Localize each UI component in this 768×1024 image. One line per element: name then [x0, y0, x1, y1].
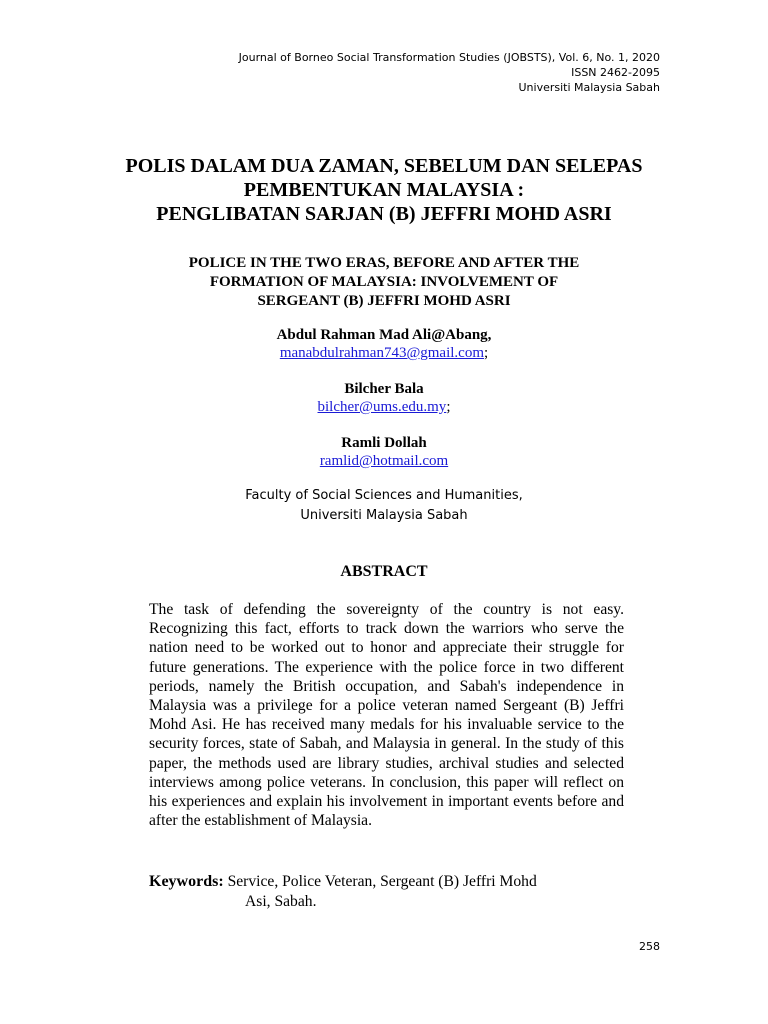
journal-citation: Journal of Borneo Social Transformation Studies (JOBSTS), Vol. 6, No. 1, 2020 [238, 51, 660, 64]
abstract-body: The task of defending the sovereignty of the country is not easy. Recognizing this fact, efforts to track down the warriors who serve the nation need to be worked out to honor and appreciate their struggle for future generations. The experience with the police force in two different periods, namely the British occupation, and Sabah's independence in Malaysia was a privilege for a police veteran named Sergeant (B) Jeffri Mohd Asi. He has received many medals for his invaluable service to the security forces, state of Sabah, and Malaysia in general. In the study of this paper, the methods used are library studies, archival studies and selected interviews among police veterans. In conclusion, this paper will reflect on his experiences and explain his involvement in important events before and after the establishment of Malaysia. [149, 601, 624, 830]
journal-issn: ISSN 2462-2095 [571, 66, 660, 79]
title-line-2: PEMBENTUKAN MALAYSIA : [243, 179, 525, 201]
author-name: Abdul Rahman Mad Ali@Abang, [276, 327, 492, 343]
english-title-line-1: POLICE IN THE TWO ERAS, BEFORE AND AFTER THE [188, 255, 580, 271]
author-separator: ; [484, 345, 489, 361]
journal-publisher: Universiti Malaysia Sabah [518, 81, 660, 94]
english-title-line-3: SERGEANT (B) JEFFRI MOHD ASRI [257, 293, 511, 309]
journal-header [239, 50, 660, 95]
keywords-list-line-1: Service, Police Veteran, Sergeant (B) Jeffri Mohd [227, 873, 537, 890]
author-block [84, 434, 684, 470]
author-email-link[interactable]: manabdulrahman743@gmail.com [279, 345, 484, 361]
author-email-link[interactable]: ramlid@hotmail.com [319, 453, 449, 469]
author-block [84, 326, 684, 362]
affiliation-faculty: Faculty of Social Sciences and Humanities, [245, 488, 523, 503]
author-separator: ; [446, 399, 451, 415]
keywords-label: Keywords: [149, 873, 224, 890]
paper-english-title [84, 254, 684, 311]
title-line-3: PENGLIBATAN SARJAN (B) JEFFRI MOHD ASRI [156, 203, 612, 225]
author-name: Ramli Dollah [341, 435, 427, 451]
page-number: 258 [639, 940, 660, 953]
title-line-1: POLIS DALAM DUA ZAMAN, SEBELUM DAN SELEPAS [125, 155, 643, 177]
keywords [149, 872, 624, 911]
affiliation [84, 486, 684, 526]
affiliation-university: Universiti Malaysia Sabah [300, 508, 468, 523]
author-email-link[interactable]: bilcher@ums.edu.my [317, 399, 447, 415]
keywords-list-line-2: Asi, Sabah. [245, 892, 317, 910]
english-title-line-2: FORMATION OF MALAYSIA: INVOLVEMENT OF [209, 274, 559, 290]
paper-title [84, 154, 684, 226]
author-block [84, 380, 684, 416]
abstract-heading: ABSTRACT [340, 563, 428, 580]
author-name: Bilcher Bala [344, 381, 424, 397]
